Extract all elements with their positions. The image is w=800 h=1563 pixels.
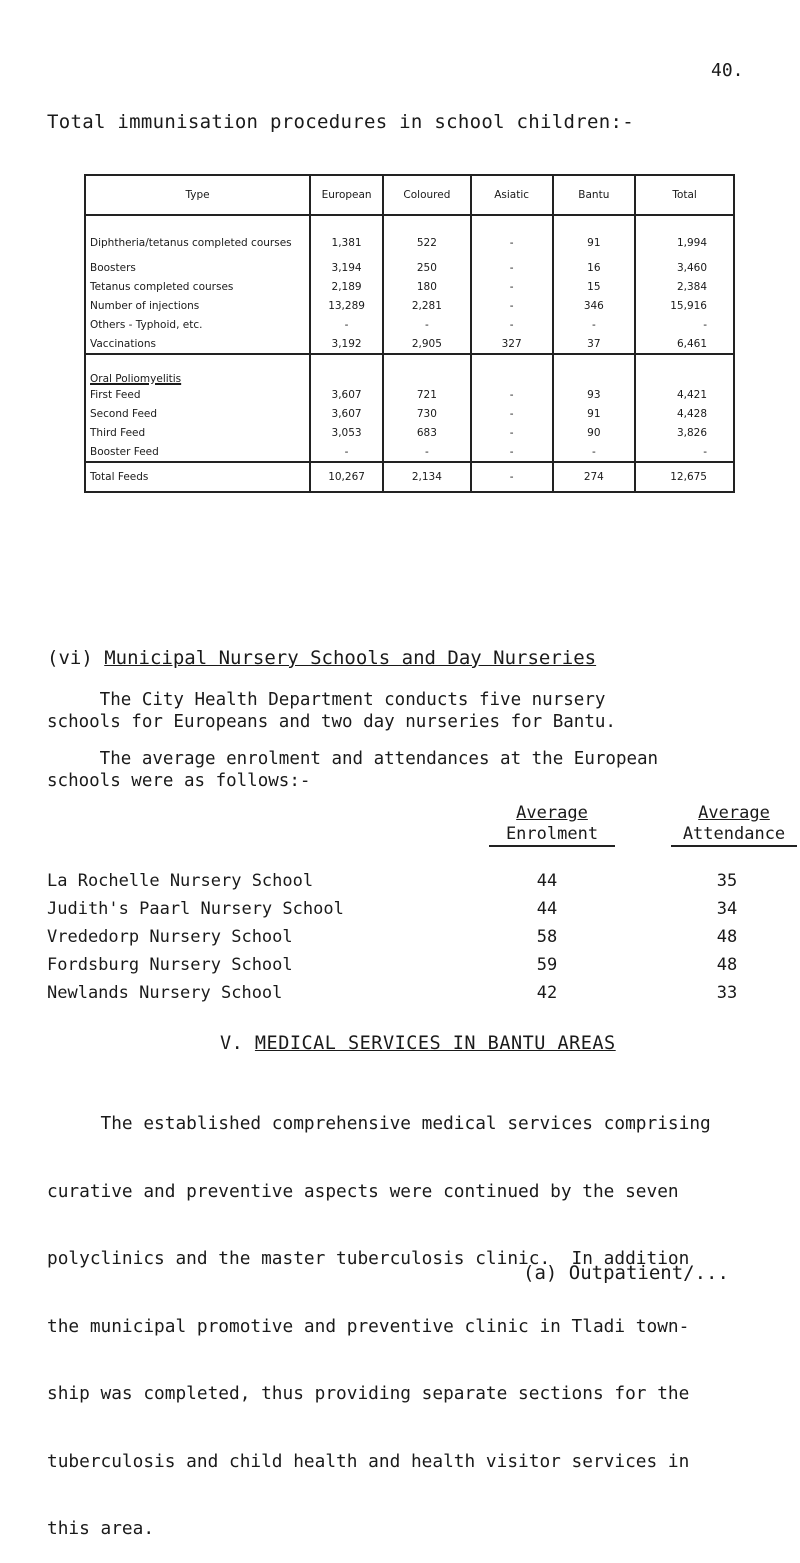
cell-european: 3,607 — [310, 385, 383, 404]
cell-asiatic: - — [471, 215, 553, 258]
cell-bantu: 91 — [553, 215, 636, 258]
cell-european: 3,194 — [310, 258, 383, 277]
school-name: Fordsburg Nursery School — [47, 955, 293, 975]
cell-european: - — [310, 442, 383, 462]
cell-asiatic: - — [471, 404, 553, 423]
list-item — [47, 871, 767, 897]
cell-asiatic: - — [471, 296, 553, 315]
list-item — [47, 983, 767, 1009]
section-vi-paragraph-2: The average enrolment and attendances at the European schools were as follows:- — [47, 749, 659, 791]
cell-bantu: 91 — [553, 404, 636, 423]
cell-asiatic: - — [471, 315, 553, 334]
row-label: Others - Typhoid, etc. — [90, 318, 203, 331]
row-label: Tetanus completed courses — [90, 280, 234, 293]
cell-european: 1,381 — [310, 215, 383, 258]
cell-total: 6,461 — [635, 334, 734, 354]
table-total-row — [85, 462, 734, 492]
row-label: Third Feed — [90, 426, 146, 439]
section-vi-number: (vi) — [47, 647, 93, 669]
cell-total: 3,460 — [635, 258, 734, 277]
cell-bantu: 274 — [553, 462, 636, 492]
cell-total: 4,421 — [635, 385, 734, 404]
cell-coloured: 180 — [383, 277, 471, 296]
table-row — [85, 442, 734, 462]
cell-total: 3,826 — [635, 423, 734, 442]
cell-coloured: 683 — [383, 423, 471, 442]
section-v-heading — [220, 1033, 616, 1054]
cell-european: 2,189 — [310, 277, 383, 296]
cell-european: 3,053 — [310, 423, 383, 442]
list-item — [47, 899, 767, 925]
row-label: First Feed — [90, 388, 141, 401]
section-vi-heading — [47, 647, 596, 669]
cell-asiatic: 327 — [471, 334, 553, 354]
cell-coloured: 721 — [383, 385, 471, 404]
cell-european: 3,607 — [310, 404, 383, 423]
section-v-number: V. — [220, 1033, 244, 1054]
cell-european: 10,267 — [310, 462, 383, 492]
row-label: Second Feed — [90, 407, 158, 420]
cell-total: 12,675 — [635, 462, 734, 492]
table-header-row — [85, 175, 734, 215]
school-name: Vrededorp Nursery School — [47, 927, 293, 947]
section-vi-paragraph-1: The City Health Department conducts five nursery schools for Europeans and two day nurseries for Bantu. — [47, 690, 616, 732]
col-header-bantu: Bantu — [553, 175, 636, 215]
school-name: La Rochelle Nursery School — [47, 871, 314, 891]
list-item — [47, 955, 767, 981]
page-title: Total immunisation procedures in school children:- — [47, 111, 634, 133]
school-attendance: 34 — [716, 899, 738, 919]
list-item — [47, 927, 767, 953]
school-attendance: 48 — [716, 955, 738, 975]
cell-bantu: 93 — [553, 385, 636, 404]
cell-coloured: 2,281 — [383, 296, 471, 315]
cell-asiatic: - — [471, 277, 553, 296]
continuation-footer: (a) Outpatient/... — [523, 1262, 729, 1284]
col-header-asiatic: Asiatic — [471, 175, 553, 215]
row-label: Vaccinations — [85, 334, 310, 354]
table-row — [85, 296, 734, 315]
cell-coloured: 2,134 — [383, 462, 471, 492]
cell-coloured: 522 — [383, 215, 471, 258]
school-enrolment: 59 — [536, 955, 558, 975]
cell-asiatic: - — [471, 442, 553, 462]
school-attendance: 48 — [716, 927, 738, 947]
polio-heading-row — [85, 354, 734, 385]
table-row — [85, 315, 734, 334]
table-row — [85, 334, 734, 354]
cell-total: 2,384 — [635, 277, 734, 296]
cell-bantu: 37 — [553, 334, 636, 354]
cell-total: 1,994 — [635, 215, 734, 258]
table-row — [85, 215, 734, 258]
cell-total: - — [635, 442, 734, 462]
cell-asiatic: - — [471, 258, 553, 277]
cell-coloured: - — [383, 315, 471, 334]
cell-asiatic: - — [471, 423, 553, 442]
cell-european: - — [310, 315, 383, 334]
cell-coloured: 730 — [383, 404, 471, 423]
cell-bantu: 346 — [553, 296, 636, 315]
col-header-total: Total — [635, 175, 734, 215]
cell-total: 15,916 — [635, 296, 734, 315]
school-enrolment: 44 — [536, 871, 558, 891]
table-row — [85, 277, 734, 296]
row-label: Total Feeds — [90, 471, 149, 483]
polio-heading: Oral Poliomyelitis — [90, 373, 182, 385]
cell-coloured: - — [383, 442, 471, 462]
school-enrolment: 58 — [536, 927, 558, 947]
school-name: Newlands Nursery School — [47, 983, 283, 1003]
col-header-coloured: Coloured — [383, 175, 471, 215]
enrolment-column-header: Average Enrolment — [489, 803, 615, 847]
table-row — [85, 258, 734, 277]
school-name: Judith's Paarl Nursery School — [47, 899, 344, 919]
cell-asiatic: - — [471, 462, 553, 492]
row-label: Boosters — [90, 261, 136, 274]
cell-european: 3,192 — [310, 334, 383, 354]
section-v-paragraph: The established comprehensive medical services comprising curative and preventive aspects were continued by the seven polyclinics and the master tuberculosis clinic. In addition the municipal promotive and preventive clinic in Tladi town- ship was completed, thus providing separate sections for the tuberculosis and child health and health visitor services in this area. — [47, 1113, 711, 1539]
col-header-european: European — [310, 175, 383, 215]
cell-bantu: 90 — [553, 423, 636, 442]
cell-total: - — [635, 315, 734, 334]
row-label: Number of injections — [90, 299, 200, 312]
cell-total: 4,428 — [635, 404, 734, 423]
school-attendance: 35 — [716, 871, 738, 891]
cell-asiatic: - — [471, 385, 553, 404]
page-number: 40. — [711, 60, 744, 81]
section-v-title: MEDICAL SERVICES IN BANTU AREAS — [254, 1033, 616, 1054]
attendance-column-header: Average Attendance — [671, 803, 797, 847]
cell-coloured: 2,905 — [383, 334, 471, 354]
cell-bantu: - — [553, 442, 636, 462]
cell-bantu: 16 — [553, 258, 636, 277]
cell-bantu: 15 — [553, 277, 636, 296]
table-row — [85, 423, 734, 442]
cell-european: 13,289 — [310, 296, 383, 315]
col-header-type: Type — [85, 175, 310, 215]
cell-coloured: 250 — [383, 258, 471, 277]
table-row — [85, 404, 734, 423]
row-label: Booster Feed — [85, 442, 310, 462]
cell-bantu: - — [553, 315, 636, 334]
school-attendance: 33 — [716, 983, 738, 1003]
school-enrolment: 44 — [536, 899, 558, 919]
section-vi-title: Municipal Nursery Schools and Day Nurseries — [104, 647, 597, 669]
immunisation-table — [84, 174, 735, 493]
row-label: Diphtheria/tetanus completed courses — [90, 237, 292, 249]
school-enrolment: 42 — [536, 983, 558, 1003]
table-row — [85, 385, 734, 404]
